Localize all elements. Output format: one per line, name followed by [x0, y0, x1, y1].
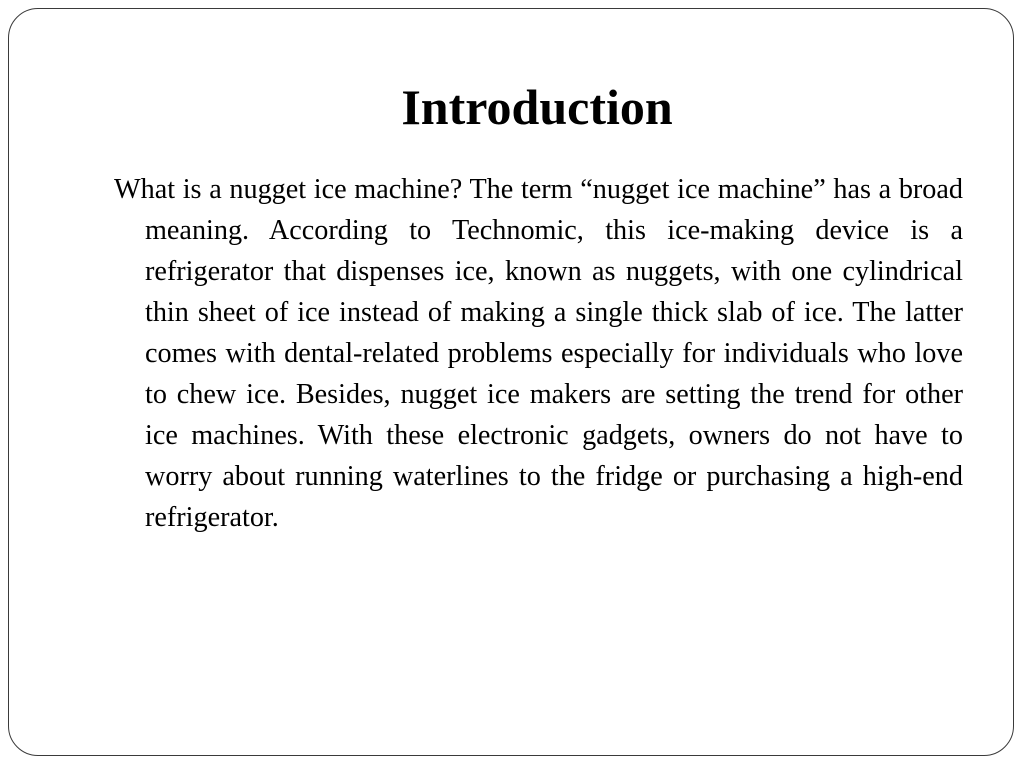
slide-body-paragraph: What is a nugget ice machine? The term “nugget ice machine” has a broad meaning. According to Technomic, this ice-making device is a refrigerator that dispenses ice, known as nuggets, with one cylindrical thin sheet of ice instead of making a single thick slab of ice. The latter comes with dental-related problems especially for individuals who love to chew ice. Besides, nugget ice makers are setting the trend for other ice machines. With these electronic gadgets, owners do not have to worry about running waterlines to the fridge or purchasing a high-end refrigerator.: [114, 174, 963, 533]
slide-title: Introduction: [401, 79, 673, 135]
